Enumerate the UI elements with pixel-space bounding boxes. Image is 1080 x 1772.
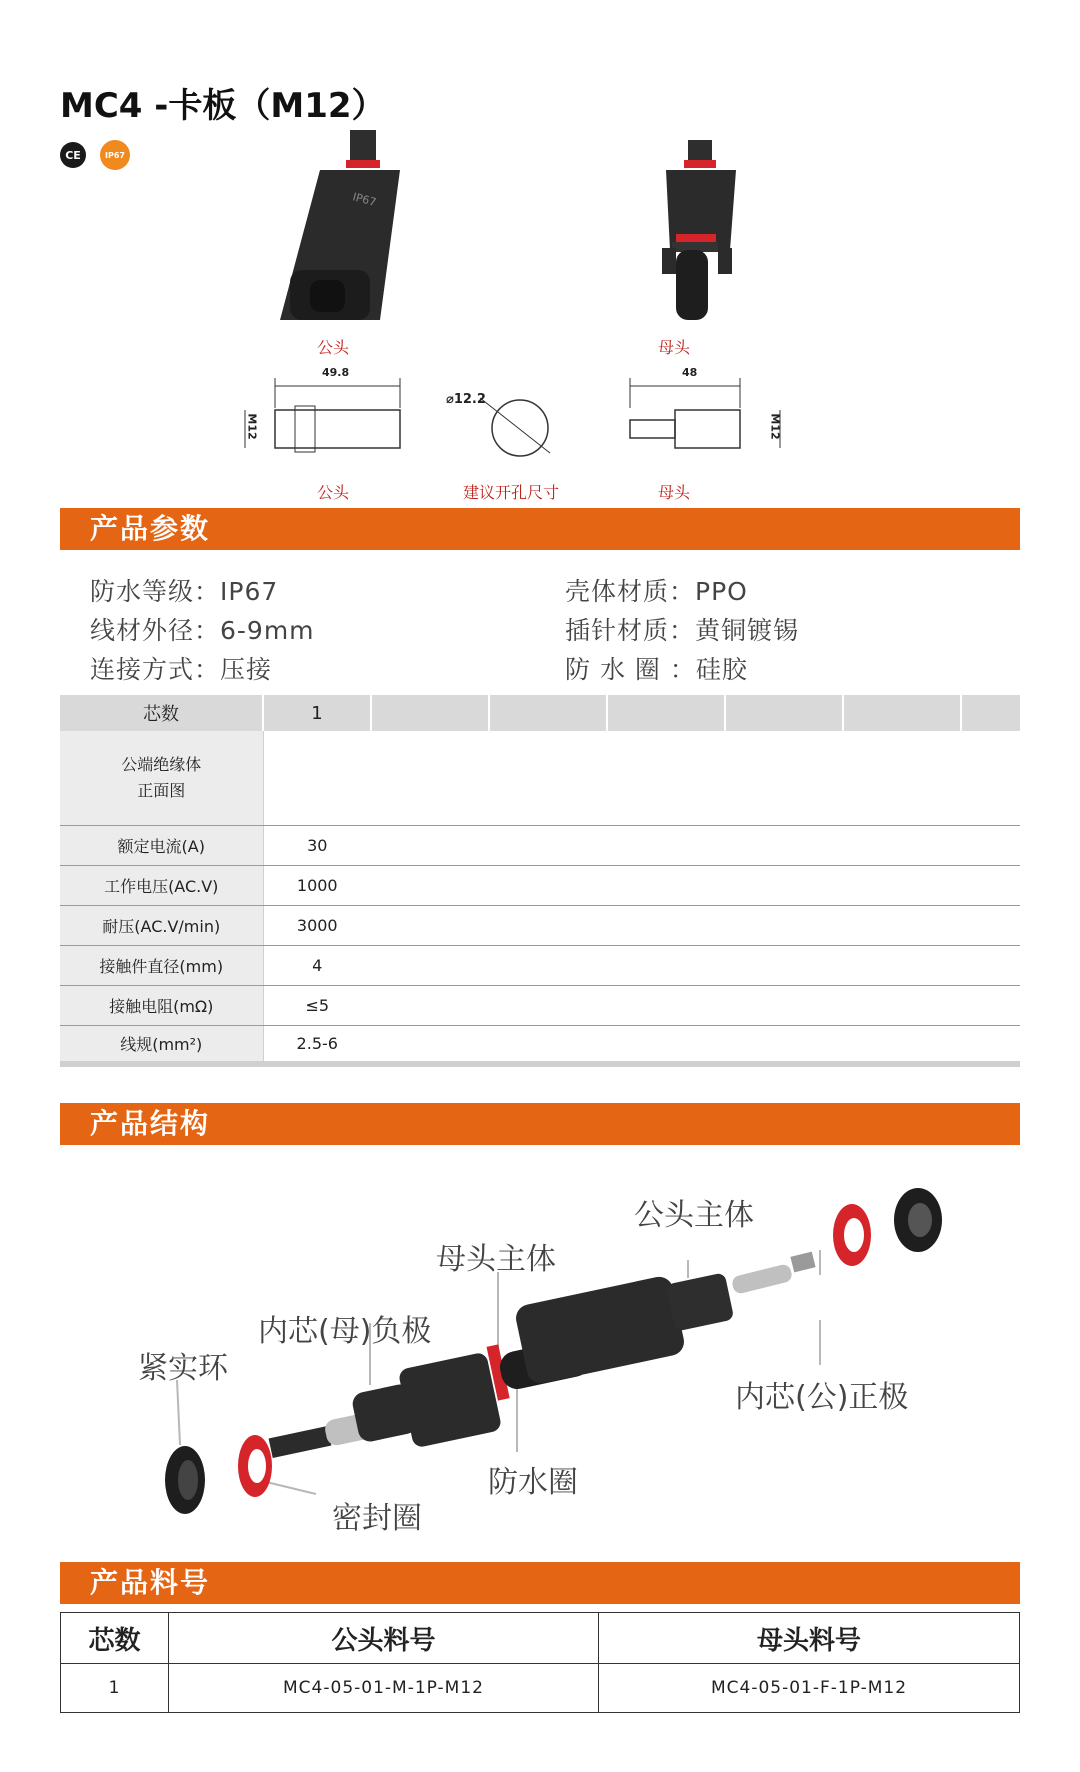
label-waterproof-ring: 防水圈 <box>488 1465 578 1500</box>
params-section-title: 产品参数 <box>60 508 1020 550</box>
param-waterproof-ring: 防 水 圈 ：硅胶 <box>565 655 748 684</box>
parts-row-cores: 1 <box>61 1664 169 1713</box>
hole-drawing-caption: 建议开孔尺寸 <box>463 483 560 502</box>
spec-row-value: 3000 <box>263 906 371 946</box>
spec-row-value: 30 <box>263 826 371 866</box>
lock-ring-right-part <box>894 1188 942 1252</box>
param-connection-method: 连接方式：压接 <box>90 655 273 684</box>
male-body-part <box>513 1272 734 1385</box>
parts-section-title: 产品料号 <box>60 1562 1020 1604</box>
ip67-badge-icon: IP67 <box>100 140 130 170</box>
label-female-body: 母头主体 <box>436 1242 556 1277</box>
spec-row-value: 4 <box>263 946 371 986</box>
label-female-pin: 内芯(母)负极 <box>258 1314 432 1349</box>
spec-header-label: 芯数 <box>60 695 263 731</box>
male-connector-photo <box>260 120 440 330</box>
spec-row-label: 额定电流(A) <box>60 826 263 866</box>
parts-row-male-number: MC4-05-01-M-1P-M12 <box>169 1664 599 1713</box>
female-width-dimension: 48 <box>682 366 698 379</box>
param-waterproof-grade: 防水等级：IP67 <box>90 577 279 606</box>
label-lock-ring: 紧实环 <box>138 1351 228 1386</box>
parts-header-male: 公头料号 <box>169 1613 599 1664</box>
parts-header-female: 母头料号 <box>599 1613 1020 1664</box>
male-dimension-drawing <box>240 368 410 468</box>
part-number-table <box>60 1612 1020 1713</box>
male-photo-caption: 公头 <box>317 338 350 357</box>
spec-row-label: 耐压(AC.V/min) <box>60 906 263 946</box>
parts-header-cores: 芯数 <box>61 1613 169 1664</box>
female-connector-photo <box>640 130 760 330</box>
seal-ring-right-part <box>833 1204 871 1266</box>
spec-image-label-line1: 公端绝缘体 <box>121 755 202 774</box>
female-drawing-caption: 母头 <box>658 483 691 502</box>
spec-row-value: 1000 <box>263 866 371 906</box>
ce-badge-icon: CE <box>60 142 86 168</box>
spec-table <box>60 695 1020 1067</box>
male-width-dimension: 49.8 <box>322 366 350 379</box>
male-thread-dimension: M12 <box>245 413 259 440</box>
female-photo-caption: 母头 <box>658 338 691 357</box>
male-drawing-caption: 公头 <box>317 483 350 502</box>
param-housing-material: 壳体材质：PPO <box>565 577 748 606</box>
param-cable-diameter: 线材外径：6-9mm <box>90 616 315 645</box>
page-title: MC4 -卡板（M12） <box>60 86 386 126</box>
spec-image-row-label <box>60 731 263 826</box>
spec-row-value: 2.5-6 <box>263 1026 371 1065</box>
spec-row-label: 工作电压(AC.V) <box>60 866 263 906</box>
label-male-pin: 内芯(公)正极 <box>735 1380 909 1415</box>
spec-row-value: ≤5 <box>263 986 371 1026</box>
param-pin-material: 插针材质：黄铜镀锡 <box>565 616 800 645</box>
spec-row-label: 接触电阻(mΩ) <box>60 986 263 1026</box>
spec-row-label: 接触件直径(mm) <box>60 946 263 986</box>
structure-section-title: 产品结构 <box>60 1103 1020 1145</box>
spec-image-label-line2: 正面图 <box>137 781 186 800</box>
female-thread-dimension: M12 <box>768 413 782 440</box>
male-pin-part <box>731 1252 816 1295</box>
spec-header-value: 1 <box>263 695 371 731</box>
label-seal-ring: 密封圈 <box>332 1501 422 1536</box>
seal-ring-part <box>238 1435 272 1497</box>
spec-row-label: 线规(mm²) <box>60 1026 263 1065</box>
svg-text:IP67: IP67 <box>351 190 378 210</box>
parts-row-female-number: MC4-05-01-F-1P-M12 <box>599 1664 1020 1713</box>
hole-diameter-dimension: ⌀12.2 <box>446 392 486 407</box>
female-dimension-drawing <box>620 368 790 468</box>
label-male-body: 公头主体 <box>634 1198 754 1233</box>
lock-ring-part <box>165 1446 205 1514</box>
